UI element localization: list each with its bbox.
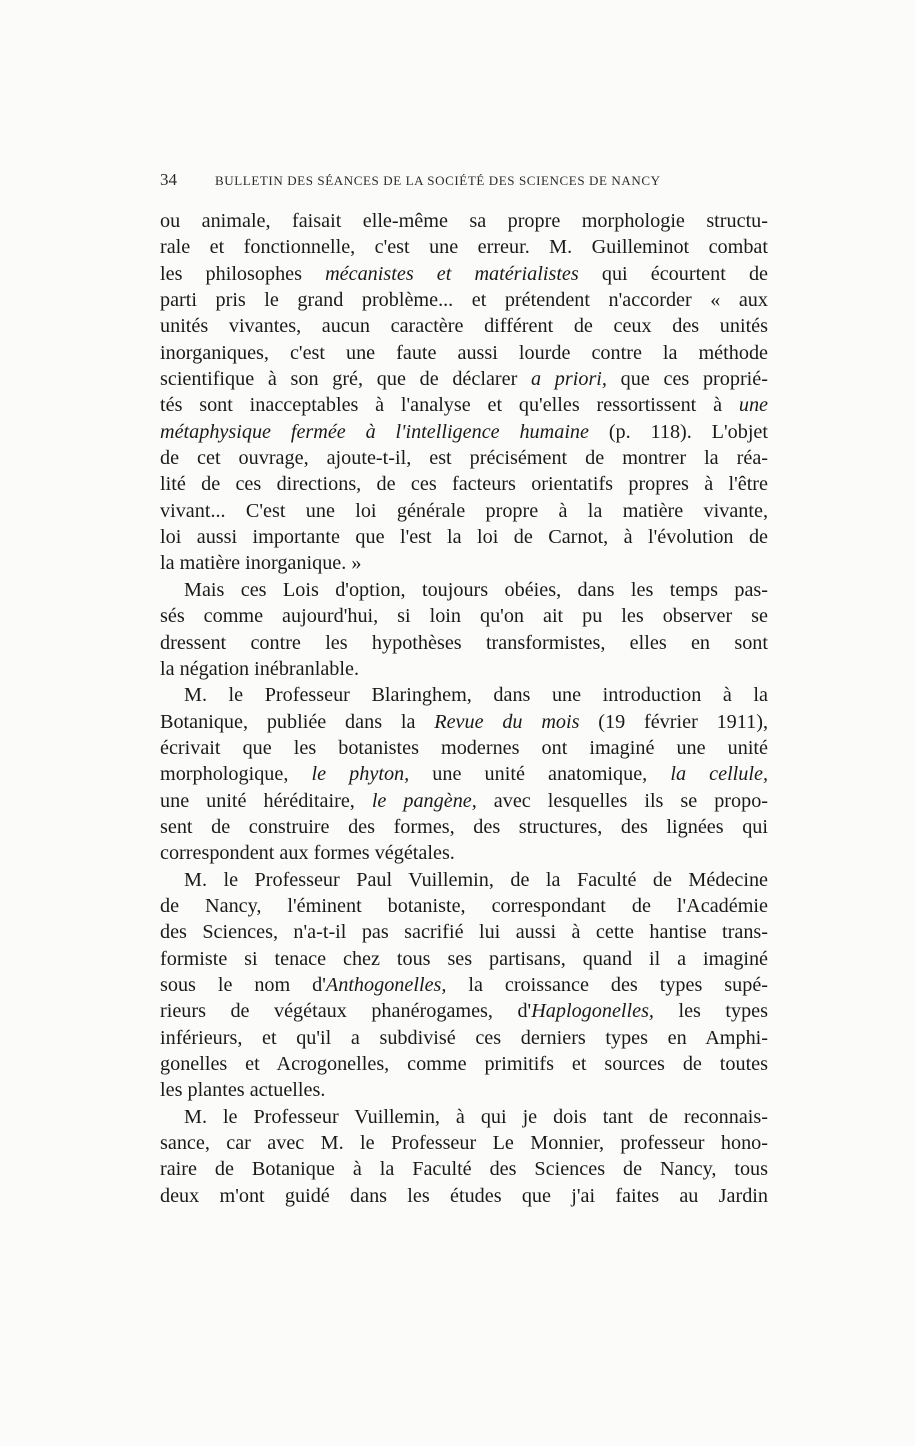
text-line — [160, 867, 768, 893]
text-line — [160, 1025, 768, 1051]
italic-text: une — [738, 394, 768, 417]
text-line — [160, 1183, 768, 1209]
italic-text: la cellule, — [670, 763, 768, 786]
text-run: les philosophes — [160, 262, 326, 285]
text-line — [160, 919, 768, 945]
text-run: ou animale, faisait elle-même sa propre morphologie structu- — [160, 210, 768, 232]
text-run: rieurs de végétaux phanérogames, d' — [160, 1000, 532, 1023]
text-run: la négation inébranlable. — [160, 657, 359, 680]
italic-text: a priori, — [531, 368, 607, 391]
text-run: loi aussi importante que l'est la loi de Carnot, à l'évolution de — [160, 526, 768, 549]
italic-text: Revue du mois — [434, 710, 580, 733]
text-run: morphologique, — [160, 763, 312, 786]
text-run: (19 février 1911), — [579, 710, 768, 733]
text-line — [160, 287, 768, 313]
text-line — [160, 603, 768, 629]
text-line — [160, 471, 768, 497]
text-run: (p. 118). L'objet — [588, 420, 768, 443]
body-text — [160, 208, 768, 1209]
italic-text: métaphysique fermée à l'intelligence humaine — [160, 420, 589, 443]
text-run: la croissance des types supé- — [446, 973, 768, 996]
text-line — [160, 234, 768, 260]
text-run: des Sciences, n'a-t-il pas sacrifié lui aussi à cette hantise trans- — [160, 921, 768, 944]
text-line — [160, 1051, 768, 1077]
text-run: Mais ces Lois d'option, toujours obéies, dans les temps pas- — [184, 578, 768, 601]
running-header — [160, 170, 770, 194]
italic-text: Haplogonelles, — [531, 1000, 654, 1023]
text-run: une unité anatomique, — [409, 763, 671, 786]
text-run: que ces proprié- — [606, 368, 768, 391]
text-run: la matière inorganique. » — [160, 552, 362, 575]
text-run: deux m'ont guidé dans les études que j'ai faites au Jardin — [160, 1184, 768, 1207]
text-run: les plantes actuelles. — [160, 1079, 326, 1102]
text-line — [160, 761, 768, 787]
text-line — [160, 814, 768, 840]
text-run: rale et fonctionnelle, c'est une erreur. M. Guilleminot combat — [160, 236, 768, 259]
text-line — [160, 1156, 768, 1182]
text-line — [160, 709, 768, 735]
text-line — [160, 366, 768, 392]
text-run: qui écourtent de — [578, 262, 769, 285]
text-run: correspondent aux formes végétales. — [160, 842, 455, 865]
text-run: inférieurs, et qu'il a subdivisé ces derniers types en Amphi- — [160, 1026, 768, 1049]
text-line — [160, 340, 768, 366]
italic-text: le pangène, — [371, 789, 477, 812]
text-line — [160, 524, 768, 550]
text-line — [160, 682, 768, 708]
running-title: BULLETIN DES SÉANCES DE LA SOCIÉTÉ DES SCIENCES DE NANCY — [215, 173, 661, 188]
text-run: de Nancy, l'éminent botaniste, correspondant de l'Académie — [160, 894, 768, 917]
text-run: M. le Professeur Blaringhem, dans une introduction à la — [184, 684, 768, 707]
text-run: unités vivantes, aucun caractère différent de ceux des unités — [160, 315, 768, 338]
text-run: Botanique, publiée dans la — [160, 710, 435, 733]
text-run: sous le nom d' — [160, 973, 326, 996]
page-number: 34 — [160, 170, 177, 189]
text-line — [160, 735, 768, 761]
text-line — [160, 1130, 768, 1156]
text-line — [160, 946, 768, 972]
text-line — [160, 498, 768, 524]
text-run: inorganiques, c'est une faute aussi lourde contre la méthode — [160, 341, 768, 364]
text-line — [160, 656, 768, 682]
text-line — [160, 261, 768, 287]
text-run: sés comme aujourd'hui, si loin qu'on ait pu les observer se — [160, 605, 768, 628]
text-line — [160, 577, 768, 603]
text-run: de cet ouvrage, ajoute-t-il, est précisément de montrer la réa- — [160, 447, 768, 470]
text-run: une unité héréditaire, — [160, 789, 372, 812]
text-run: lité de ces directions, de ces facteurs orientatifs propres à l'être — [160, 473, 768, 496]
text-run: raire de Botanique à la Faculté des Sciences de Nancy, tous — [160, 1158, 768, 1181]
text-run: vivant... C'est une loi générale propre à la matière vivante, — [160, 499, 768, 522]
text-run: M. le Professeur Vuillemin, à qui je dois tant de reconnais- — [184, 1105, 768, 1128]
text-line — [160, 445, 768, 471]
text-line — [160, 208, 768, 234]
text-line — [160, 840, 768, 866]
text-line — [160, 1077, 768, 1103]
text-run: sent de construire des formes, des structures, des lignées qui — [160, 815, 768, 838]
text-run: dressent contre les hypothèses transformistes, elles en sont — [160, 631, 768, 654]
text-run: M. le Professeur Paul Vuillemin, de la Faculté de Médecine — [184, 868, 768, 891]
text-line — [160, 998, 768, 1024]
text-line — [160, 1104, 768, 1130]
italic-text: le phyton, — [311, 763, 410, 786]
text-run: scientifique à son gré, que de déclarer — [160, 368, 532, 391]
text-line — [160, 392, 768, 418]
text-run: parti pris le grand problème... et prétendent n'accorder « aux — [160, 289, 768, 312]
text-run: les types — [653, 1000, 768, 1023]
text-run: tés sont inacceptables à l'analyse et qu'elles ressortissent à — [160, 394, 739, 417]
text-run: écrivait que les botanistes modernes ont imaginé une unité — [160, 736, 768, 759]
italic-text: mécanistes et matérialistes — [325, 262, 579, 285]
italic-text: Anthogonelles, — [325, 973, 447, 996]
text-line — [160, 630, 768, 656]
text-run: formiste si tenace chez tous ses partisans, quand il a imaginé — [160, 947, 768, 970]
text-line — [160, 313, 768, 339]
text-line — [160, 893, 768, 919]
text-run: sance, car avec M. le Professeur Le Monnier, professeur hono- — [160, 1132, 768, 1155]
text-line — [160, 550, 768, 576]
text-line — [160, 972, 768, 998]
text-run: gonelles et Acrogonelles, comme primitifs et sources de toutes — [160, 1053, 768, 1075]
text-run: avec lesquelles ils se propo- — [476, 789, 769, 812]
text-line — [160, 788, 768, 814]
text-line — [160, 419, 768, 445]
